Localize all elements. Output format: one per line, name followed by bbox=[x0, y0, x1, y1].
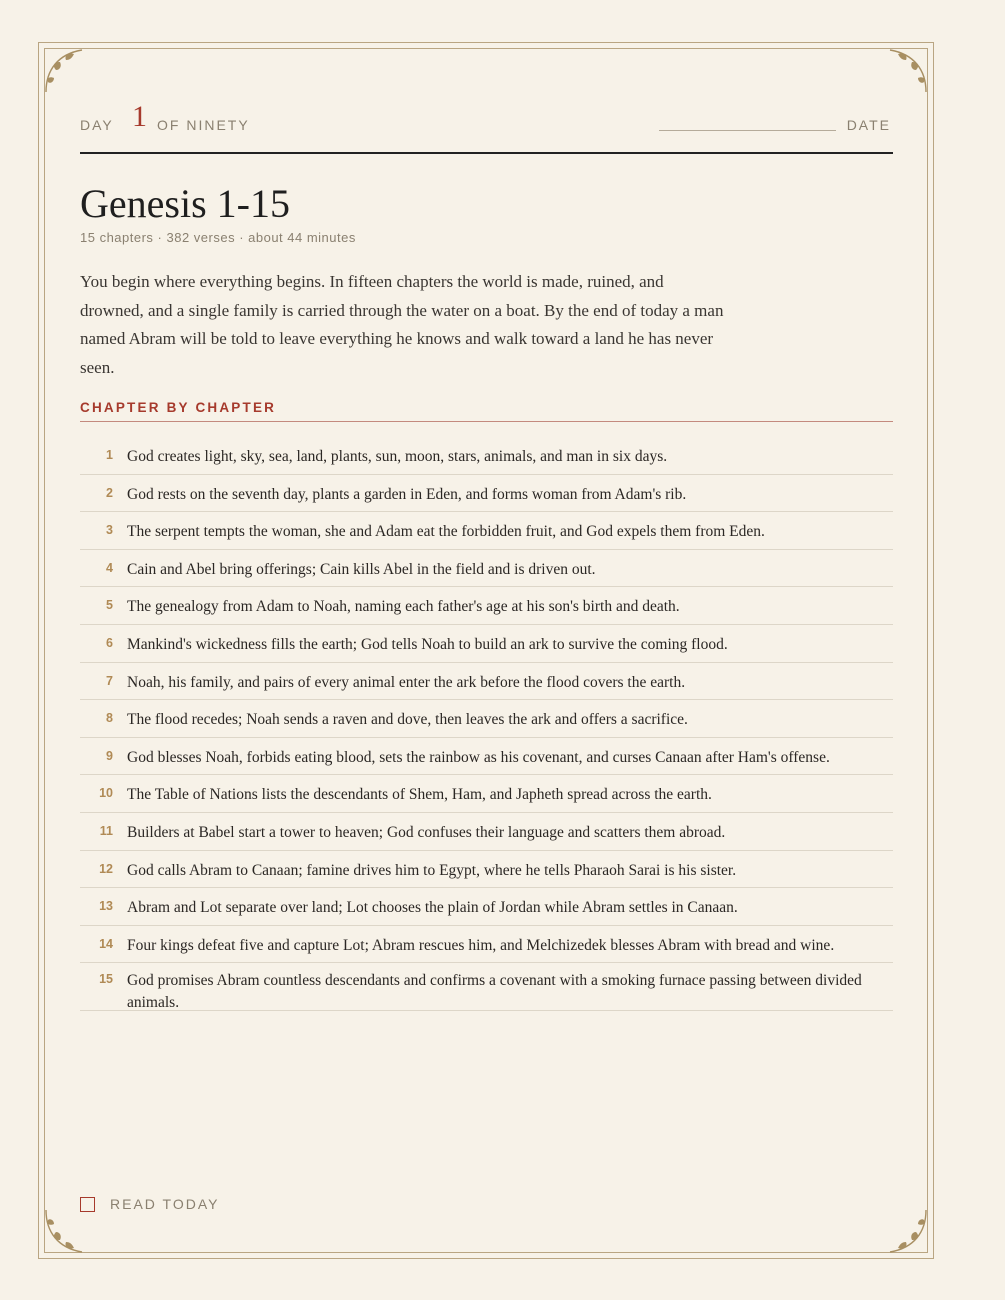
chapter-number: 9 bbox=[106, 748, 113, 763]
chapter-summary: God rests on the seventh day, plants a garden in Eden, and forms woman from Adam's rib. bbox=[127, 485, 687, 503]
day-number: 1 bbox=[132, 100, 147, 133]
chapter-number: 14 bbox=[99, 936, 113, 951]
date-field-line[interactable] bbox=[659, 130, 836, 131]
chapter-row bbox=[80, 700, 893, 738]
chapter-list bbox=[80, 437, 893, 1011]
page-header bbox=[80, 100, 893, 154]
chapter-number: 10 bbox=[99, 786, 113, 801]
chapter-summary: Builders at Babel start a tower to heaven; God confuses their language and scatters them abroad. bbox=[127, 823, 726, 841]
chapter-row bbox=[80, 775, 893, 813]
chapter-number: 7 bbox=[106, 673, 113, 688]
chapter-summary: God calls Abram to Canaan; famine drives him to Egypt, where he tells Pharaoh Sarai is his sister. bbox=[127, 861, 737, 879]
chapter-row bbox=[80, 437, 893, 475]
chapter-summary: Mankind's wickedness fills the earth; God tells Noah to build an ark to survive the coming flood. bbox=[127, 635, 728, 653]
of-ninety-label: OF NINETY bbox=[157, 117, 250, 133]
chapter-number: 2 bbox=[106, 485, 113, 500]
footer bbox=[80, 1196, 219, 1212]
reading-meta: 15 chapters · 382 verses · about 44 minutes bbox=[80, 230, 356, 245]
chapter-row bbox=[80, 550, 893, 588]
leaf-ornament-icon bbox=[880, 46, 930, 96]
chapter-row bbox=[80, 475, 893, 513]
chapter-summary: The genealogy from Adam to Noah, naming each father's age at his son's birth and death. bbox=[127, 598, 680, 616]
section-heading: CHAPTER BY CHAPTER bbox=[80, 400, 893, 422]
chapter-summary: Cain and Abel bring offerings; Cain kills Abel in the field and is driven out. bbox=[127, 560, 596, 578]
chapter-row bbox=[80, 587, 893, 625]
leaf-ornament-icon bbox=[880, 1206, 930, 1256]
chapter-number: 15 bbox=[99, 972, 113, 987]
chapter-summary: The flood recedes; Noah sends a raven and dove, then leaves the ark and offers a sacrifice. bbox=[127, 711, 688, 729]
chapter-number: 5 bbox=[106, 598, 113, 613]
chapter-row bbox=[80, 888, 893, 926]
chapter-row bbox=[80, 926, 893, 964]
leaf-ornament-icon bbox=[42, 46, 92, 96]
chapter-number: 1 bbox=[106, 448, 113, 462]
chapter-number: 8 bbox=[106, 711, 113, 726]
chapter-summary: God creates light, sky, sea, land, plants, sun, moon, stars, animals, and man in six days. bbox=[127, 448, 668, 465]
chapter-row bbox=[80, 963, 893, 1011]
date-label: DATE bbox=[846, 117, 891, 133]
chapter-row bbox=[80, 813, 893, 851]
day-label: DAY bbox=[80, 117, 114, 133]
chapter-row bbox=[80, 738, 893, 776]
leaf-ornament-icon bbox=[42, 1206, 92, 1256]
chapter-summary: Four kings defeat five and capture Lot; Abram rescues him, and Melchizedek blesses Abram with bread and wine. bbox=[127, 936, 835, 954]
page-title: Genesis 1-15 bbox=[80, 181, 290, 226]
read-today-label: READ TODAY bbox=[110, 1196, 220, 1212]
chapter-summary: Noah, his family, and pairs of every animal enter the ark before the flood covers the earth. bbox=[127, 673, 686, 691]
chapter-row bbox=[80, 851, 893, 889]
chapter-number: 11 bbox=[99, 823, 113, 838]
chapter-summary: God promises Abram countless descendants and confirms a covenant with a smoking furnace passing between divided animals. bbox=[127, 972, 862, 1012]
chapter-number: 4 bbox=[106, 560, 113, 575]
chapter-row bbox=[80, 663, 893, 701]
intro-paragraph: You begin where everything begins. In fifteen chapters the world is made, ruined, and drowned, and a single family is carried through the water on a boat. By the end of today a man named Abram will be told to leave everything he knows and walk toward a land he has never seen. bbox=[80, 272, 724, 377]
chapter-number: 12 bbox=[99, 861, 113, 876]
chapter-summary: God blesses Noah, forbids eating blood, sets the rainbow as his covenant, and curses Canaan after Ham's offense. bbox=[127, 748, 830, 766]
read-today-checkbox[interactable] bbox=[80, 1197, 95, 1212]
chapter-number: 6 bbox=[106, 635, 113, 650]
chapter-number: 13 bbox=[99, 899, 113, 914]
chapter-number: 3 bbox=[106, 523, 113, 538]
chapter-summary: Abram and Lot separate over land; Lot chooses the plain of Jordan while Abram settles in Canaan. bbox=[127, 899, 738, 917]
chapter-summary: The serpent tempts the woman, she and Adam eat the forbidden fruit, and God expels them from Eden. bbox=[127, 523, 765, 541]
chapter-summary: The Table of Nations lists the descendants of Shem, Ham, and Japheth spread across the earth. bbox=[127, 786, 712, 804]
chapter-row bbox=[80, 625, 893, 663]
chapter-row bbox=[80, 512, 893, 550]
